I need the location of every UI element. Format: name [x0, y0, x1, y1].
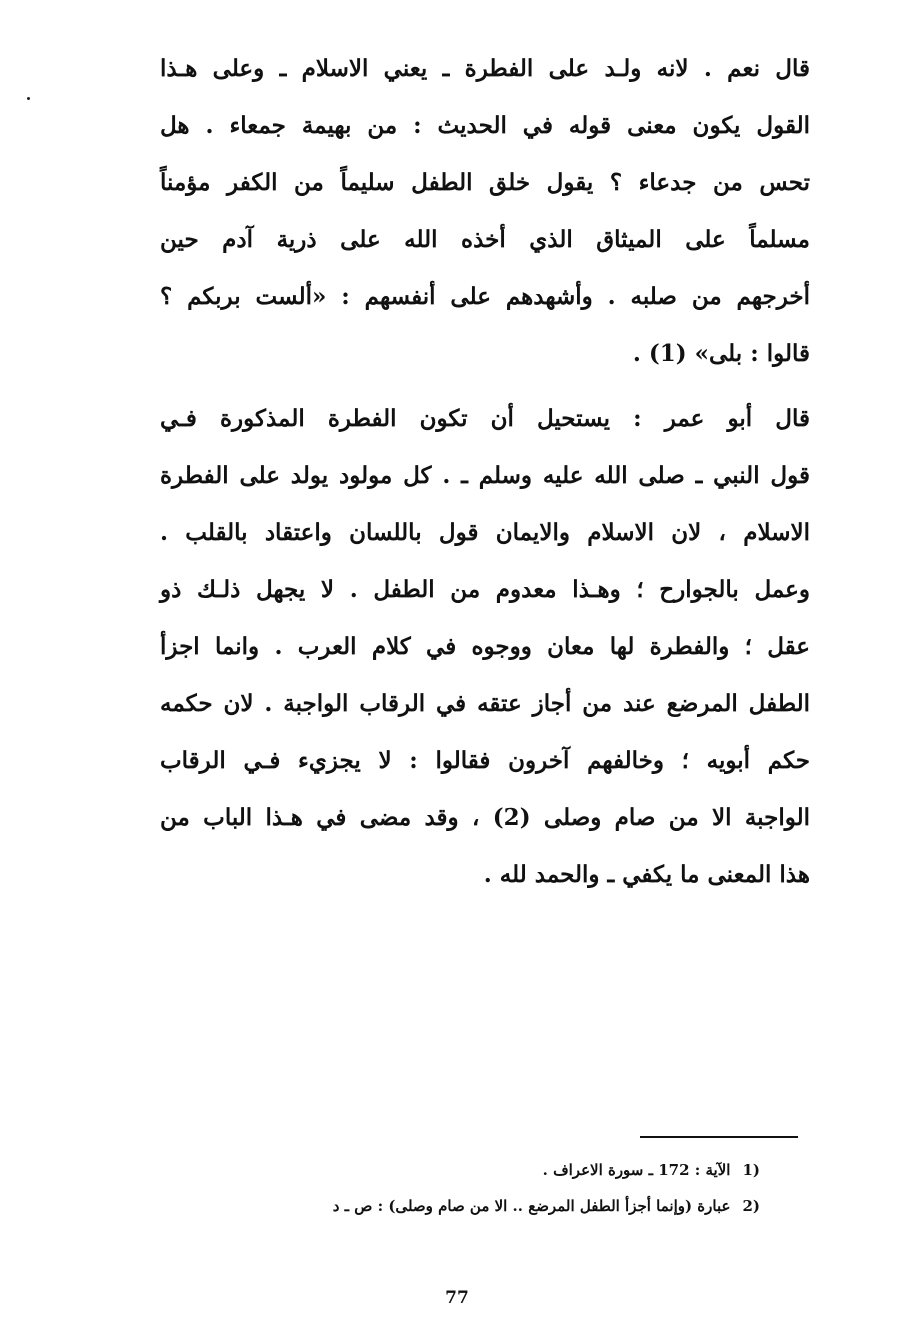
- paragraph-2: [160, 390, 810, 903]
- text-line: عقل ؛ والفطرة لها معان ووجوه في كلام العرب . وانما اجزأ: [160, 633, 810, 660]
- footnote-text: عبارة (وإنما أجزأ الطفل المرضع .. الا من صام وصلى) : ص ـ د: [332, 1197, 731, 1215]
- text-line: مسلماً على الميثاق الذي أخذه الله على ذرية آدم حين: [160, 226, 810, 253]
- text-line: القول يكون معنى قوله في الحديث : من بهيمة جمعاء . هل: [160, 112, 810, 139]
- text-line: هذا المعنى ما يكفي ـ والحمد لله .: [483, 861, 810, 888]
- footnote-2: [160, 1188, 760, 1224]
- text-line: وعمل بالجوارح ؛ وهـذا معدوم من الطفل . لا يجهل ذلـك ذو: [160, 576, 810, 603]
- text-line: قول النبي ـ صلى الله عليه وسلم ـ . كل مولود يولد على الفطرة: [160, 462, 810, 489]
- text-line: قال أبو عمر : يستحيل أن تكون الفطرة المذكورة فـي: [160, 405, 810, 432]
- text-line: قال نعم . لانه ولـد على الفطرة ـ يعني الاسلام ـ وعلى هـذا: [160, 55, 810, 82]
- text-line: أخرجهم من صلبه . وأشهدهم على أنفسهم : «ألست بربكم ؟: [160, 283, 810, 310]
- footnotes: [160, 1152, 760, 1224]
- footnote-text: الآية : 172 ـ سورة الاعراف .: [542, 1161, 731, 1179]
- page-number: 77: [445, 1288, 469, 1308]
- footnote-1: [160, 1152, 760, 1188]
- scan-speck: [27, 97, 30, 100]
- text-line: قالوا : بلى» (1) .: [632, 340, 810, 367]
- text-line: حكم أبويه ؛ وخالفهم آخرون فقالوا : لا يجزيء فـي الرقاب: [160, 747, 810, 774]
- paragraph-1: [160, 40, 810, 382]
- footnote-number: (1: [742, 1161, 760, 1179]
- text-line: تحس من جدعاء ؟ يقول خلق الطفل سليماً من الكفر مؤمناً: [160, 169, 810, 196]
- text-line: الواجبة الا من صام وصلى (2) ، وقد مضى في هـذا الباب من: [160, 804, 810, 831]
- footnote-number: (2: [742, 1197, 760, 1215]
- footnote-separator: [640, 1136, 798, 1138]
- text-line: الاسلام ، لان الاسلام والايمان قول باللسان واعتقاد بالقلب .: [160, 519, 810, 546]
- text-line: الطفل المرضع عند من أجاز عتقه في الرقاب الواجبة . لان حكمه: [160, 690, 810, 717]
